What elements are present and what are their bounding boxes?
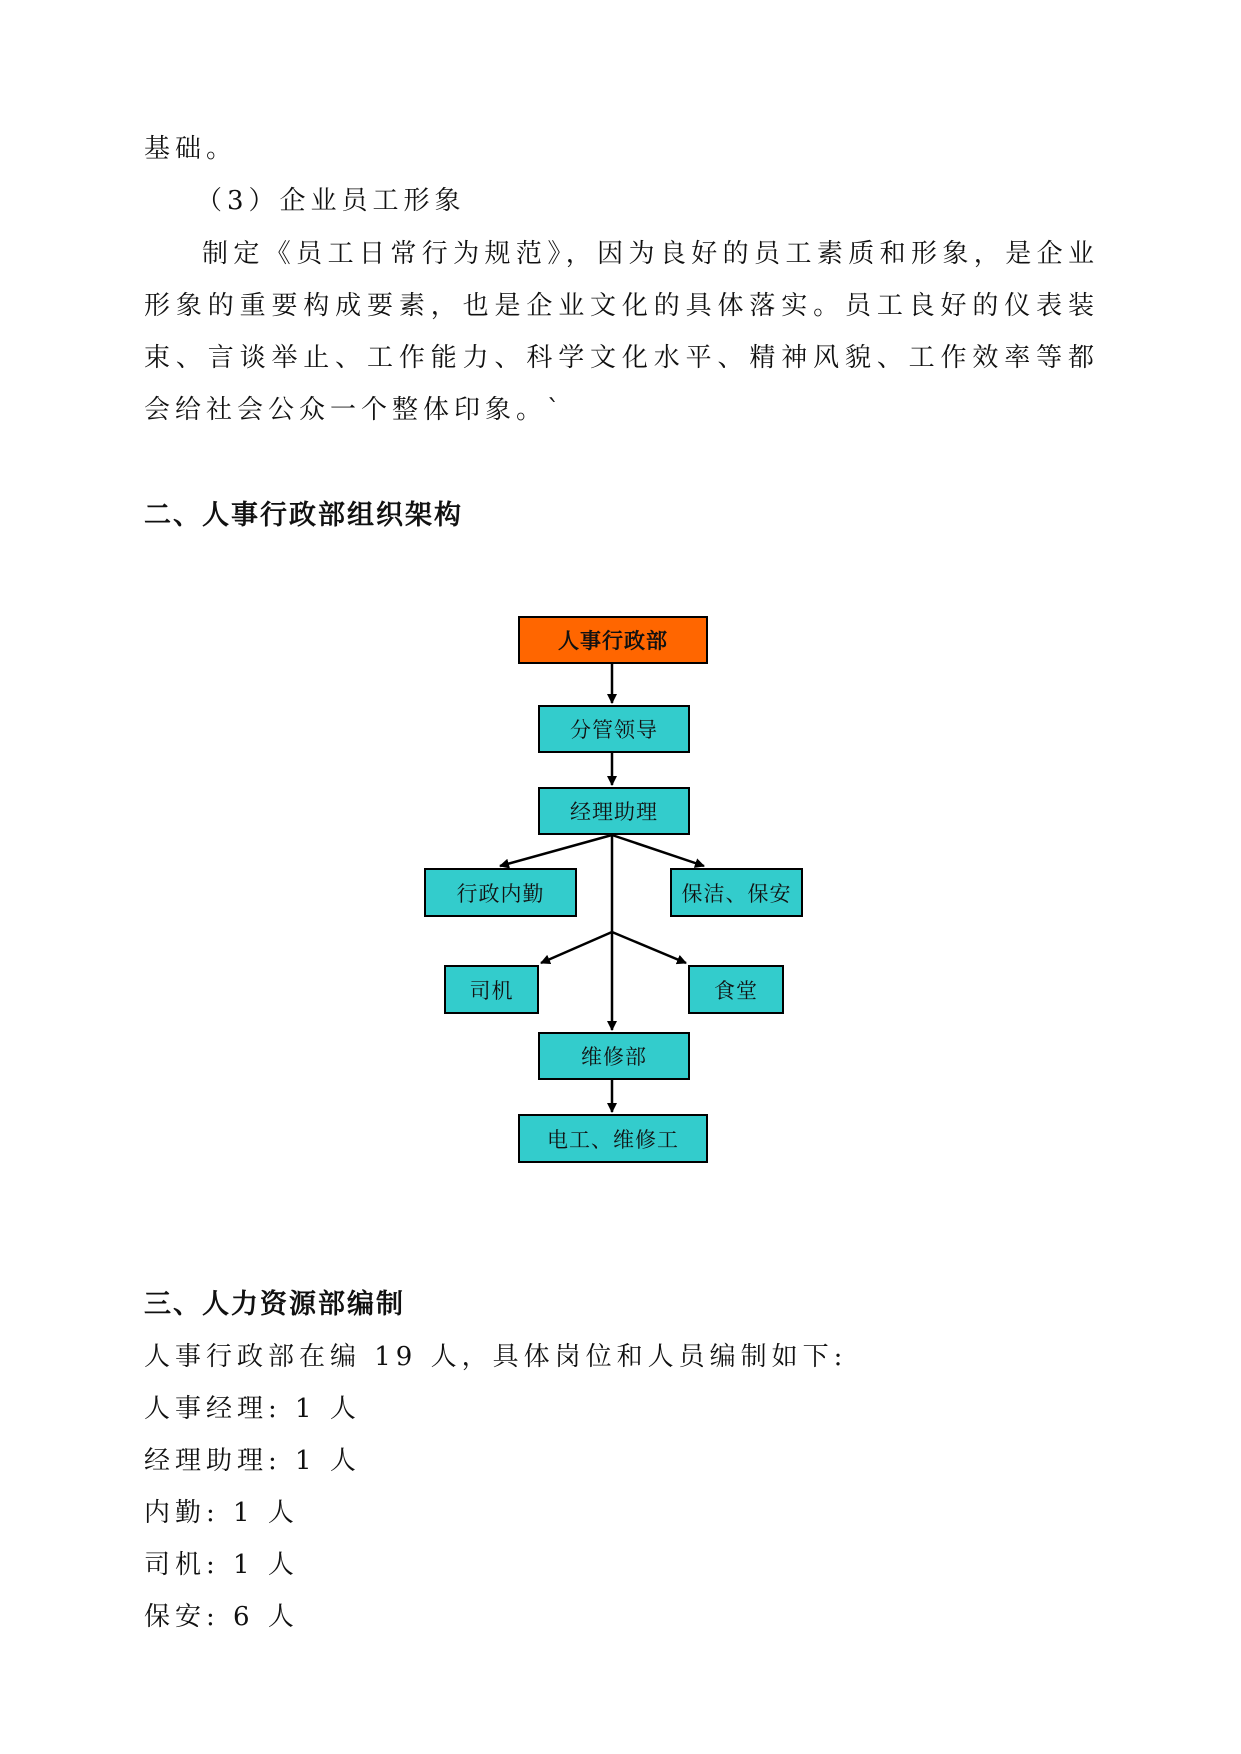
org-node-canteen: 食堂 (688, 965, 784, 1014)
paragraph-employee-image: 制定《员工日常行为规范》，因为良好的员工素质和形象，是企业形象的重要构成要素，也是企业文化的具体落实。员工良好的仪表装束、言谈举止、工作能力、科学文化水平、精神风貌、工作效率等都会给社会公众一个整体印象。` (144, 239, 1099, 425)
section-heading-staffing: 三、人力资源部编制 (144, 1289, 405, 1320)
connector-to-cleaning (612, 835, 704, 866)
org-node-cleaning-security: 保洁、保安 (670, 868, 803, 917)
org-node-supervising-leader: 分管领导 (538, 705, 690, 753)
staffing-item: 保安: 6 人 (144, 1602, 299, 1632)
text-line-foundation: 基础。 (144, 134, 238, 164)
staffing-item: 人事经理: 1 人 (144, 1394, 361, 1424)
connector-to-driver (541, 932, 612, 963)
section-heading-org-structure: 二、人事行政部组织架构 (144, 500, 463, 531)
org-node-manager-assistant: 经理助理 (538, 787, 690, 835)
subheading-employee-image: （3）企业员工形象 (196, 186, 466, 216)
staffing-intro: 人事行政部在编 19 人，具体岗位和人员编制如下: (144, 1342, 848, 1372)
org-node-driver: 司机 (444, 965, 539, 1014)
staffing-item: 内勤: 1 人 (144, 1498, 299, 1528)
staffing-item: 经理助理: 1 人 (144, 1446, 361, 1476)
connector-to-admin (500, 835, 612, 866)
staffing-item: 司机: 1 人 (144, 1550, 299, 1580)
org-node-hr-admin-dept: 人事行政部 (518, 616, 708, 664)
org-node-admin-office: 行政内勤 (424, 868, 577, 917)
org-node-electrician-repair: 电工、维修工 (518, 1114, 708, 1163)
connector-to-canteen (612, 932, 686, 963)
org-node-maintenance-dept: 维修部 (538, 1032, 690, 1080)
